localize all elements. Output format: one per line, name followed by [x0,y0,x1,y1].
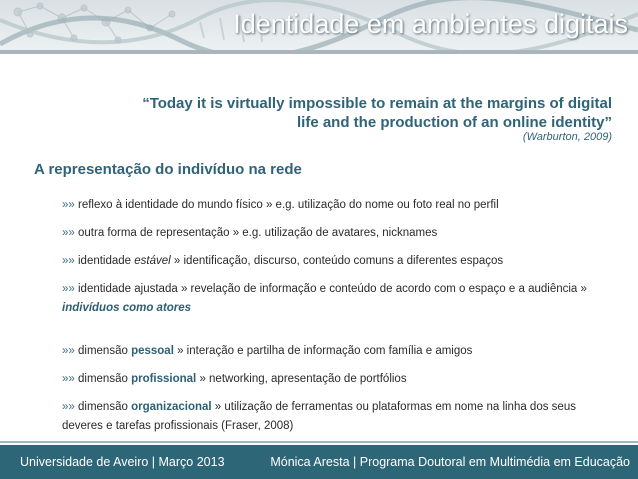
bullet-marker: »» [62,373,75,385]
quote-block [90,94,612,132]
bullet-emphasis: indivíduos como atores [62,302,192,314]
list-item [62,342,472,361]
bullet-text: dimensão [78,401,132,413]
bullet-text: » interação e partilha de informação com família e amigos [173,345,473,357]
slide-title: Identidade em ambientes digitais [233,9,628,39]
bullet-marker: »» [62,401,75,413]
bullet-marker: »» [62,283,75,295]
section-heading: A representação do indivíduo na rede [34,161,302,178]
bullet-text: » networking, apresentação de portfólios [196,373,407,385]
footer-author: Mónica Aresta | Programa Doutoral em Multimédia em Educação [270,455,630,469]
list-item [62,370,407,389]
list-item [62,196,499,215]
list-item [62,280,587,318]
bullet-text: identidade ajustada » revelação de informação e conteúdo de acordo com o espaço e a audiência » [78,283,587,295]
bullet-emphasis: pessoal [131,345,174,357]
bullet-text: outra forma de representação » e.g. utilização de avatares, nicknames [78,227,438,239]
list-item [62,252,503,271]
bullet-emphasis: estável [134,255,171,267]
bullet-text: dimensão [78,345,132,357]
bullet-marker: »» [62,345,75,357]
header-banner [0,0,638,54]
bullet-text: identidade [78,255,135,267]
quote-line-2: life and the production of an online identity” [297,114,612,131]
bullet-marker: »» [62,255,75,267]
bullet-emphasis: profissional [131,373,197,385]
bullet-text: » utilização de ferramentas ou plataformas em nome na linha dos seus [211,401,576,413]
list-item [62,224,437,243]
bullet-text: reflexo à identidade do mundo físico » e.g. utilização do nome ou foto real no perfil [78,199,499,211]
footer-divider [0,441,638,443]
banner-divider [0,50,638,54]
bullet-text: dimensão [78,373,132,385]
bullet-marker: »» [62,199,75,211]
bullet-emphasis: organizacional [131,401,212,413]
bullet-marker: »» [62,227,75,239]
quote-source: (Warburton, 2009) [522,131,612,143]
list-item [62,398,576,436]
footer-institution: Universidade de Aveiro | Março 2013 [20,455,225,469]
bullet-text: » identificação, discurso, conteúdo comuns a diferentes espaços [170,255,504,267]
footer-bar [0,445,638,479]
quote-line-1: “Today it is virtually impossible to remain at the margins of digital [142,95,612,112]
bullet-text: deveres e tarefas profissionais (Fraser, 2008) [62,420,294,432]
